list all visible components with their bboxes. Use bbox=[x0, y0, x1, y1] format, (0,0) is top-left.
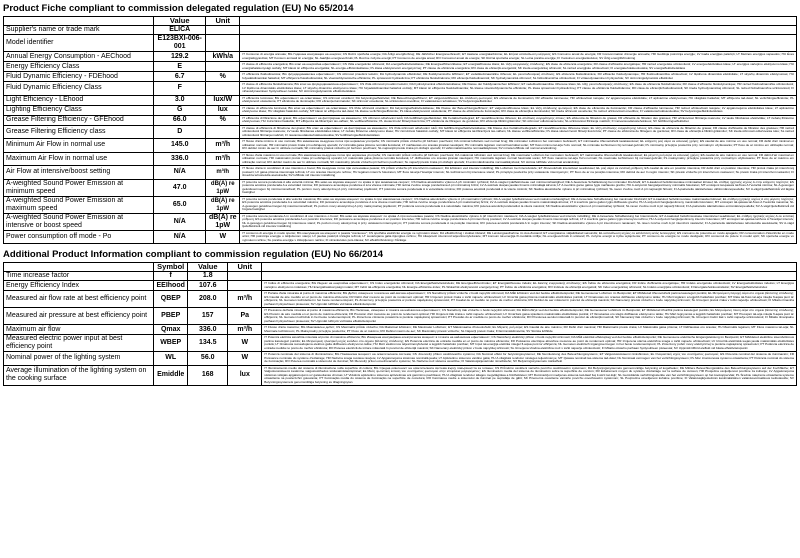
row-unit bbox=[206, 125, 240, 139]
row-symbol: WBEP bbox=[154, 335, 188, 352]
row-unit: m³/h bbox=[206, 166, 240, 180]
row-value: 47.0 bbox=[154, 179, 206, 196]
row-unit: m³/h bbox=[206, 152, 240, 166]
row-note: IT efficienza di filtrazione dei grassi; BG ефективност на филтриране на мазнините; CS účinnost odlučování tuků; DA fedtfiltreringseffektivitet; DE Fettabscheidegrad; ET rasvafiltreerimise tõhusus; EL απόδοση συγκράτησης λίπους; ES eficiencia de filtración de grasas; FR efficacité de filtration des graisses; HR učinkovitost filtriranja masnoće; LV tauku filtrēšanas efektivitāte; LT riebalų filtravimo efektyvumas; HU zsírszűrési hatásfok; MT effiċjenza tal-filtrazzjoni tax-xaħam; NL vetfilterefficiëntie; PL skuteczność filtracji tłuszczów; PT eficiência de filtragem de gorduras; RO eficienţa filtrării grăsimilor; SK účinnosť odlučovania tuku; SL učinkovitost filtriranja maščob; FI rasvansuodatustehokkuus; SV fettfiltreringseffektivitet bbox=[240, 115, 797, 125]
row-label: Grease Filtering Efficiency - GFEhood bbox=[4, 115, 154, 125]
row-value: 336.0 bbox=[188, 325, 228, 335]
row-label: Average illumination of the lighting system on the cooking surface bbox=[4, 365, 154, 386]
row-value: 107.6 bbox=[188, 281, 228, 291]
table-row bbox=[4, 139, 797, 153]
table-row bbox=[4, 166, 797, 180]
row-unit: W bbox=[206, 230, 240, 244]
row-note bbox=[240, 26, 797, 35]
table-row bbox=[4, 365, 797, 386]
row-value: N/A bbox=[154, 230, 206, 244]
table-row bbox=[4, 291, 797, 308]
row-unit bbox=[206, 82, 240, 96]
row-unit: dB(A) re 1pW bbox=[206, 196, 240, 213]
table-row bbox=[4, 213, 797, 230]
table-row bbox=[4, 35, 797, 52]
table-row bbox=[4, 179, 797, 196]
section-2-title: Additional Product Information compliant to commission regulation (EU) No 66/2014 bbox=[3, 249, 384, 260]
row-label: Lighting Efficiency Class bbox=[4, 105, 154, 115]
row-note: IT Pressione dell'aria misurata al punto di massima efficienza; BG Налягане, измерено в точката на най-висока ефективност; CS Naměřený tlak vzduchu v bodě nejvyšší účinnosti; DA Målt lufttryk ved det bedste effektivitetspunkt; DE Gemessener Luftdruck im Bestpunkt; ET Mõõdetud õhurõhk parima kasuteguri punktis; EL Μετρούμενη πίεση αέρα στο σημείο βέλτιστης απόδοσης; ES Presión de aire medida en el punto de máxima eficiencia; FR Pression d'air mesurée au point de rendement optimal; HR Izmjereni tlak zraka u točki najveće učinkovitosti; LV Izmērītais gaisa spiediens maksimālās efektivitātes punktā; LT Išmatuotas oro slėgis didžiausio efektyvumo taške; HU Mért légnyomás a legjobb hatásfokú pontban; MT Pressjoni tal-arja mkejla fl-aqwa punt ta' effiċjenza; NL Gemeten luchtdruk in het beste rendementspunt; PL Zmierzone ciśnienie powietrza w punkcie największej sprawności; PT Pressão do ar medida no ponto de melhor eficiência; RO Presiunea aerului măsurată în punctul de eficienţă maximă; SK Nameraný tlak vzduchu v bode najvyššej účinnosti; SL Izmerjeni zračni tlak v točki največje učinkovitosti; FI Mitattu ilmanpaine parhaan hyötysuhteen pisteessä; SV Uppmätt lufttryck vid bästa effektivitetspunkt bbox=[262, 308, 797, 325]
row-label: Power consumption off mode - Po bbox=[4, 230, 154, 244]
row-label: Fluid Dynamic Efficiency Class bbox=[4, 82, 154, 96]
table-row bbox=[4, 105, 797, 115]
table-header-row bbox=[4, 17, 797, 26]
row-value: F bbox=[154, 82, 206, 96]
row-unit bbox=[206, 26, 240, 35]
row-unit: W bbox=[228, 335, 262, 352]
row-note: IT flusso d'aria in condizioni di uso intensivo o boost; BG въздушен поток при интензивен режим; CS průtok vzduchu při intenzivním nastavení; DA luftstrøm ved intensiv indstilling; DE Luftstrom bei Intensivstufe; ET õhuvooluhulk intensiivsel seadistusel; EL ροή αέρα σε εντατική ρύθμιση; ES caudal de aire en posición intensiva; FR débit d'air en position intensive; HR protok zraka pri intenzivnoj postavci; LV gaisa plūsma intensīvajā režīmā; LT oro srautas intensyviu režimu; HU légáram intenzív fokozaton; MT fluss tal-arja f'issettjar intensiv; NL luchtstroom bij intensieve stand; PL przepływ powietrza przy ustawieniu intensywnym; PT fluxo de ar na posição intensiva; RO debitul de aer în regim intensiv; SK prietok vzduchu pri intenzívnom nastavení; SL pretok zraka pri intenzivni nastavitvi; FI ilmavirta tehostetulla asetuksella; SV luftflöde vid intensiv inställning bbox=[240, 166, 797, 180]
row-note: IT Potenza elettrica assorbita misurata al punto di massima efficienza; BG Измерена консумирана електрическа мощност в точката на най-висока ефективност; CS Naměřený elektrický příkon v bodě nejvyšší účinnosti; DA Målt elektrisk effektoptag ved det bedste effektivitetspunkt; DE Gemessene elektrische Eingangsleistung im Bestpunkt; ET Mõõdetud elektriline sisendvõimsus parima kasuteguri punktis; EL Μετρούμενη ηλεκτρική ισχύς εισόδου στο σημείο βέλτιστης απόδοσης; ES Potencia eléctrica de entrada medida en el punto de máxima eficiencia; FR Puissance électrique absorbée mesurée au point de rendement optimal; HR Izmjerena ulazna električna snaga u točki najveće učinkovitosti; LV Izmērītā elektriskā ieejas jauda maksimālās efektivitātes punktā; LT Išmatuota sunaudojama elektros galia didžiausio efektyvumo taške; HU Mért elektromos teljesítményfelvétel a legjobb hatásfokú pontban; MT Input tal-enerġija elettrika mkejjel fl-aqwa punt ta' effiċjenza; NL Gemeten elektrisch ingangsvermogen in het beste rendementspunt; PL Zmierzony pobór mocy elektrycznej w punkcie największej sprawności; PT Potência eléctrica de entrada medida no ponto de melhor eficiência; RO Puterea electrică de intrare măsurată în punctul de eficienţă maximă; SK Nameraný elektrický príkon v bode najvyššej účinnosti; SL Izmerjena vhodna električna moč v točki največje učinkovitosti; FI Mitattu ottoteho parhaan hyötysuhteen pisteessä; SV Uppmätt tillförd eleffekt vid bästa effektivitetspunkt bbox=[262, 335, 797, 352]
row-symbol: f bbox=[154, 272, 188, 281]
row-value: 66.0 bbox=[154, 115, 206, 125]
row-value: N/A bbox=[154, 213, 206, 230]
row-value: 168 bbox=[188, 365, 228, 386]
row-unit bbox=[228, 281, 262, 291]
row-unit: dB(A) re 1pW bbox=[206, 179, 240, 196]
table-row bbox=[4, 115, 797, 125]
section-1-title: Product Fiche compliant to commission delegated regulation (EU) No 65/2014 bbox=[3, 3, 354, 14]
row-unit: % bbox=[206, 72, 240, 82]
row-note: IT classe di efficienza fluidodinamica; BG клас на флуидодинамична ефективност; CS třída účinnosti proudění tekutin; DA hydrodynamisk effektivitetsklasse; DE Klasse der fluiddynamischen Effizienz; ET vedelikudünaamilise tõhususe klass; EL τάξη ρευστοδυναμικής απόδοσης; ES clase de eficiencia fluidodinámica; FR classe d'efficacité fluidodynamique; HR razred fluidnodinamičke učinkovitosti; LV šķidruma dinamiskās efektivitātes klase; LT skysčių dinaminio efektyvumo klasė; HU folyadékdinamikai hatásfok osztály; MT klassi ta' effiċjenza fluwidudinamika; NL klasse vloeistofdynamische efficiëntie; PL klasa sprawności hydraulicznej; PT classe de eficiência fluidodinâmica; RO clasa de eficienţă fluidodinamică; SK trieda hydrodynamickej účinnosti; SL razred hidrodinamične učinkovitosti; FI virtausdynaamisen hyötysuhteen luokka; SV strömningsdynamisk effektivitetsklass bbox=[240, 82, 797, 96]
row-note: IT Consumo di energia annuale; BG Годишна консумация на енергия; CS Roční spotřeba energie; DA Årligt energiforbrug; DE Jährlicher Energieverbrauch; ET Aastane energiatarbimine; EL Ετήσια κατανάλωση ενέργειας; ES Consumo anual de energía; FR Consommation d'énergie annuelle; HR Godišnja potrošnja energije; LV Gada enerģijas patēriņš; LT Metinės energijos sąnaudos; HU Éves energiafogyasztás; MT Konsum annwali ta' enerġija; NL Jaarlijks energieverbruik; PL Roczne zużycie energii; PT Consumo de energia anual; RO Consumul anual de energie; SK Ročná spotreba energie; SL Letna poraba energije; FI Vuotuinen energiankulutus; SV Årlig energiförbrukning bbox=[240, 52, 797, 62]
row-note: IT Flusso d'aria massimo; BG Максимален дебит; CS Maximální průtok vzduchu; DA Maksimal luftstrøm; DE Maximaler Luftstrom; ET Maksimaalne õhuvooluhulk; EL Μέγιστη ροή αέρα; ES Caudal de aire máximo; FR Débit d'air maximal; HR Maksimalni protok zraka; LV Maksimālā gaisa plūsma; LT Didžiausias oro srautas; HU Maximális légáram; MT Fluss massimu tal-arja; NL Maximale luchtstroom; PL Maksymalny przepływ powietrza; PT Fluxo de ar máximo; RO Debitul maxim de aer; SK Maximálny prietok vzduchu; SL Največji pretok zraka; FI Enimmäisilmavirta; SV Största luftflöde bbox=[262, 325, 797, 335]
row-note: IT potenza sonora ponderata A in condizioni di uso intensivo o boost; BG ниво на звукова мощност по крива A при интензивен режим; CS hladina akustického výkonu A při intenzivním nastavení; DA A-vægtet lydeffektniveau ved intensiv indstilling; DE A-bewertete Schallleistung bei Intensivstufe; ET A-kaalutud helivõimsustase intensiivsel seadistusel; EL στάθμη ηχητικής ισχύος Α σε εντατική ρύθμιση; ES potencia acústica ponderada A en posición intensiva; FR puissance acoustique pondérée A en position intensive; HR razina zvučne snage ponderirana A pri intenzivnoj postavci; LV A-svērtais skaņas jaudas līmenis intensīvajā režīmā; LT A svertinis garso galios lygis intensyviu režimu; HU A-súlyozott hangteljesítmény intenzív fokozaton; MT emissjoni tal-qawwa tal-ħoss A f'issettjar intensiv; NL A-gewogen geluidsvermogen bij intensieve stand; PL poziom mocy akustycznej A przy ustawieniu intensywnym; PT potência sonora ponderada A na posição intensiva; RO puterea acustică ponderată A în regim intensiv; SK hladina akustického výkonu A pri intenzívnom nastavení; SL raven zvočne moči A pri intenzivni nastavitvi; FI A-painotettu äänitehotaso tehostetulla asetuksella; SV A-vägd ljudeffektnivå vid intensiv inställning bbox=[240, 213, 797, 230]
row-label: Grease Filtering Efficiency class bbox=[4, 125, 154, 139]
additional-info-table bbox=[3, 262, 797, 386]
row-label: A-weighted Sound Power Emission at intensive or boost speed bbox=[4, 213, 154, 230]
row-label: Maximum Air Flow in normal use bbox=[4, 152, 154, 166]
row-note bbox=[262, 272, 797, 281]
row-label: Measured air flow rate at best efficiency point bbox=[4, 291, 154, 308]
row-value: 145.0 bbox=[154, 139, 206, 153]
row-label: Time increase factor bbox=[4, 272, 154, 281]
table-header-row bbox=[4, 263, 797, 272]
row-label: Nominal power of the lighting system bbox=[4, 352, 154, 366]
row-label: A-weighted Sound Power Emission at minimum speed bbox=[4, 179, 154, 196]
table-row bbox=[4, 325, 797, 335]
row-unit: kWh/a bbox=[206, 52, 240, 62]
table-row bbox=[4, 272, 797, 281]
table-row bbox=[4, 352, 797, 366]
row-unit: Pa bbox=[228, 308, 262, 325]
row-note: IT flusso d'aria minimo in uso normale; BG минимален въздушен поток при нормална употреба; CS minimální průtok vzduchu při běžném používání; DA minimal luftstrøm ved normal brug; DE minimaler Luftstrom bei normalem Gebrauch; ET minimaalne õhuvooluhulk tavakasutusel; EL ελάχιστη ροή αέρα σε κανονική χρήση; ES caudal de aire mínimo en uso normal; FR débit d'air minimal en utilisation normale; HR minimalni protok zraka pri uobičajenoj uporabi; LV minimālā gaisa plūsma normālā lietošanā; LT mažiausias oro srautas įprastai naudojant; HU minimális légáram normál használat során; MT fluss minimu tal-arja f'użu normali; NL minimale luchtstroom bij normaal gebruik; PL minimalny przepływ powietrza przy normalnym użytkowaniu; PT fluxo de ar mínimo em utilização normal; RO debitul minim de aer în utilizare normală; SK minimálny prietok vzduchu pri bežnom používaní; SL najmanjši pretok zraka pri običajni uporabi; FI vähimmäisilmavirta normaalikäytössä; SV minsta luftflöde vid normal användning bbox=[240, 139, 797, 153]
row-value: 157 bbox=[188, 308, 228, 325]
row-note: IT efficienza fluidodinamica; BG флуидодинамична ефективност; CS účinnost proudění tekutin; DA hydrodynamisk effektivitet; DE fluiddynamische Effizienz; ET vedelikudünaamiline tõhusus; EL ρευστοδυναμική απόδοση; ES eficiencia fluidodinámica; FR efficacité fluidodynamique; HR fluidnodinamička učinkovitost; LV šķidruma dinamiskā efektivitāte; LT skysčių dinaminis efektyvumas; HU folyadékdinamikai hatásfok; MT effiċjenza fluwidudinamika; NL vloeistofdynamische efficiëntie; PL sprawność hydrauliczna; PT eficiência fluidodinâmica; RO eficienţa fluidodinamică; SK hydrodynamická účinnosť; SL hidrodinamična učinkovitost; FI virtausdynaaminen hyötysuhde; SV strömningsdynamisk effektivitet bbox=[240, 72, 797, 82]
row-label: Light Efficiency - LEhood bbox=[4, 95, 154, 105]
row-label: Model identifier bbox=[4, 35, 154, 52]
table-row bbox=[4, 335, 797, 352]
row-note: IT potenza sonora ponderata A alla velocità minima; BG ниво на звукова мощност по крива A при минимална скорост; CS hladina akustického výkonu A při minimální rychlosti; DA A-vægtet lydeffektniveau ved minimumshastighed; DE A-bewertete Schallleistung bei minimaler Drehzahl; ET A-kaalutud helivõimsustase minimaalsel kiirusel; EL στάθμη ηχητικής ισχύος Α στην ελάχιστη ταχύτητα; ES potencia acústica ponderada A a velocidad mínima; FR puissance acoustique pondérée A à la vitesse minimale; HR razina zvučne snage ponderirana A pri minimalnoj brzini; LV A-svērtais skaņas jaudas līmenis minimālajā ātrumā; LT A svertinis garso galios lygis mažiausiu greičiu; HU A-súlyozott hangteljesítmény minimális fokozaton; MT emissjoni tal-qawwa tal-ħoss A f'veloċità minima; NL A-gewogen geluidsvermogen bij minimumsnelheid; PL poziom mocy akustycznej A przy minimalnej prędkości; PT potência sonora ponderada A à velocidade mínima; RO puterea acustică ponderată A la viteza minimă; SK hladina akustického výkonu A pri minimálnej rýchlosti; SL raven zvočne moči A pri najmanjši hitrosti; FI A-painotettu äänitehotaso vähimmäisnopeudella; SV A-vägd ljudeffektnivå vid lägsta hastighet bbox=[240, 179, 797, 196]
table-row bbox=[4, 196, 797, 213]
row-note: IT Potenza nominale del sistema di illuminazione; BG Номинална мощност на осветителната система; CS Jmenovitý příkon osvětlovacího systému; DA Nominel effekt for belysningssystemet; DE Nennleistung des Beleuchtungssystems; ET Valgustussüsteemi nimivõimsus; EL Ονομαστική ισχύς του συστήματος φωτισμού; ES Potencia nominal del sistema de iluminación; FR Puissance nominale du système d'éclairage; HR Nazivna snaga sustava rasvjete; LV Apgaismojuma sistēmas nominālā jauda; LT Apšvietimo sistemos vardinė galia; HU A világítási rendszer névleges teljesítménye; MT Qawwa nominali tas-sistema tad-dawl; NL Nominaal vermogen van het verlichtingssysteem; PL Moc znamionowa systemu oświetlenia; PT Potência nominal do sistema de iluminação; RO Puterea nominală a sistemului de iluminat; SK Menovitý príkon osvetľovacieho systému; SL Nazivna moč sistema osvetlitve; FI Valaistusjärjestelmän nimellisteho; SV Belysningssystemets märkeffekt bbox=[262, 352, 797, 366]
row-value: E bbox=[154, 62, 206, 72]
header-note bbox=[240, 17, 797, 26]
table-row bbox=[4, 230, 797, 244]
row-value: E123BXI-006-001 bbox=[154, 35, 206, 52]
row-unit: % bbox=[206, 115, 240, 125]
header-value: Value bbox=[188, 263, 228, 272]
row-value: 336.0 bbox=[154, 152, 206, 166]
row-unit: m³/h bbox=[228, 291, 262, 308]
row-label: Energy Efficiency Index bbox=[4, 281, 154, 291]
row-label: Minimum Air Flow in normal use bbox=[4, 139, 154, 153]
row-note: IT potenza sonora ponderata A alla velocità massima; BG ниво на звукова мощност по крива A при максимална скорост; CS hladina akustického výkonu A při maximální rychlosti; DA A-vægtet lydeffektniveau ved maksimumshastighed; DE A-bewertete Schallleistung bei maximaler Drehzahl; ET A-kaalutud helivõimsustase maksimaalsel kiirusel; EL στάθμη ηχητικής ισχύος Α στη μέγιστη ταχύτητα; ES potencia acústica ponderada A a velocidad máxima; FR puissance acoustique pondérée A à la vitesse maximale; HR razina zvučne snage ponderirana A pri maksimalnoj brzini; LV A-svērtais skaņas jaudas līmenis maksimālajā ātrumā; LT A svertinis garso galios lygis didžiausiu greičiu; HU A-súlyozott hangteljesítmény maximális fokozaton; MT emissjoni tal-qawwa tal-ħoss A f'veloċità massima; NL A-gewogen geluidsvermogen bij maximumsnelheid; PL poziom mocy akustycznej A przy maksymalnej prędkości; PT potência sonora ponderada A à velocidade máxima; RO puterea acustică ponderată A la viteza maximă; SK hladina akustického výkonu A pri maximálnej rýchlosti; SL raven zvočne moči A pri največji hitrosti; FI A-painotettu äänitehotaso enimmäisnopeudella; SV A-vägd ljudeffektnivå vid högsta hastighet bbox=[240, 196, 797, 213]
row-note bbox=[240, 35, 797, 52]
table-row bbox=[4, 26, 797, 35]
product-fiche-table-body bbox=[4, 17, 797, 244]
row-unit: lux bbox=[206, 105, 240, 115]
row-symbol: QBEP bbox=[154, 291, 188, 308]
row-value: 134.5 bbox=[188, 335, 228, 352]
table-row bbox=[4, 52, 797, 62]
row-symbol: EEIhood bbox=[154, 281, 188, 291]
table-row bbox=[4, 281, 797, 291]
row-value: 1.8 bbox=[188, 272, 228, 281]
row-label: Measured electric power input at best efficiency point bbox=[4, 335, 154, 352]
row-unit bbox=[206, 35, 240, 52]
row-value: 6.7 bbox=[154, 72, 206, 82]
row-note: IT flusso d'aria massimo in uso normale; BG максимален въздушен поток при нормална употреба; CS maximální průtok vzduchu při běžném používání; DA maksimal luftstrøm ved normal brug; DE maximaler Luftstrom bei normalem Gebrauch; ET maksimaalne õhuvooluhulk tavakasutusel; EL μέγιστη ροή αέρα σε κανονική χρήση; ES caudal de aire máximo en uso normal; FR débit d'air maximal en utilisation normale; HR maksimalni protok zraka pri uobičajenoj uporabi; LV maksimālā gaisa plūsma normālā lietošanā; LT didžiausias oro srautas įprastai naudojant; HU maximális légáram normál használat során; MT fluss massimu tal-arja f'użu normali; NL maximale luchtstroom bij normaal gebruik; PL maksymalny przepływ powietrza przy normalnym użytkowaniu; PT fluxo de ar máximo em utilização normal; RO debitul maxim de aer în utilizare normală; SK maximálny prietok vzduchu pri bežnom používaní; SL največji pretok zraka pri običajni uporabi; FI enimmäisilmavirta normaalikäytössä; SV största luftflöde vid normal användning bbox=[240, 152, 797, 166]
header-label bbox=[4, 263, 154, 272]
row-value: 208.0 bbox=[188, 291, 228, 308]
row-unit: m³/h bbox=[228, 325, 262, 335]
row-label: Measured air pressure at best efficiency point bbox=[4, 308, 154, 325]
table-row bbox=[4, 152, 797, 166]
table-row bbox=[4, 95, 797, 105]
row-note: IT Illuminamento medio del sistema di illuminazione sulla superficie di cottura; BG Средна осветеност на осветителната система върху повърхността за готвене; CS Průměrné osvětlení varného povrchu osvětlovacím systémem; DA Belysningssystemets gennemsnitlige belysning af kogefladen; DE Mittlere Beleuchtungsstärke des Beleuchtungssystems auf der Kochfläche; ET Valgustussüsteemi keskmine valgustustihedus toiduvalmistamispinnal; EL Μέση φωτιστική ένταση του συστήματος φωτισμού στην επιφάνεια μαγειρέματος; ES Iluminación media del sistema de iluminación sobre la superficie de cocción; FR Éclairement moyen du système d'éclairage sur la surface de cuisson; HR Prosječna osvijetljenost površine za kuhanje; LV Apgaismojuma sistēmas vidējais apgaismojums uz gatavošanas virsmas; LT Vidutinis apšvietimo sistemos apšvietimas ant gaminimo paviršiaus; HU A világítási rendszer átlagos megvilágítása a főzőfelületen; MT Illuminazzjoni medja tas-sistema tad-dawl fuq il-wiċċ tat-tisjir; NL Gemiddelde verlichtingssterkte van het verlichtingssysteem op het kookoppervlak; PL Średnie natężenie oświetlenia systemu oświetlenia na powierzchni gotowania; PT Iluminação média do sistema de iluminação na superfície de cozedura; RO Iluminarea medie a sistemului de iluminat pe suprafaţa de gătit; SK Priemerné osvetlenie varného povrchu osvetľovacím systémom; SL Povprečna osvetljenost kuhalne površine; FI Valaistusjärjestelmän keskimääräinen valaistusvoimakkuus keittotasolla; SV Belysningssystemets genomsnittliga belysning av tillagningsytan bbox=[262, 365, 797, 386]
row-value: N/A bbox=[154, 166, 206, 180]
row-note: IT Portata d'aria misurata al punto di massima efficienza; BG Дебит, измерен в точката на най-висока ефективност; CS Naměřený průtok vzduchu v bodě nejvyšší účinnosti; DA Målt luftstrøm ved det bedste effektivitetspunkt; DE Gemessener Luftstrom im Bestpunkt; ET Mõõdetud õhuvooluhulk parima kasuteguri punktis; EL Μετρούμενη παροχή αέρα στο σημείο βέλτιστης απόδοσης; ES Caudal de aire medido en el punto de máxima eficiencia; FR Débit d'air mesuré au point de rendement optimal; HR Izmjereni protok zraka u točki najveće učinkovitosti; LV Izmērītā gaisa plūsma maksimālās efektivitātes punktā; LT Išmatuotas oro srautas didžiausio efektyvumo taške; HU Mért légáram a legjobb hatásfokú pontban; MT Rata tal-fluss tal-arja mkejla fl-aqwa punt ta' effiċjenza; NL Gemeten luchtdebiet in het beste rendementspunt; PL Zmierzony przepływ powietrza w punkcie największej sprawności; PT Caudal de ar medido no ponto de melhor eficiência; RO Debitul de aer măsurat în punctul de eficienţă maximă; SK Nameraný prietok vzduchu v bode najvyššej účinnosti; SL Izmerjeni pretok zraka v točki največje učinkovitosti; FI Mitattu ilmavirta parhaan hyötysuhteen pisteessä; SV Uppmätt luftflöde vid bästa effektivitetspunkt bbox=[262, 291, 797, 308]
table-row bbox=[4, 308, 797, 325]
row-symbol: Qmax bbox=[154, 325, 188, 335]
row-unit bbox=[228, 272, 262, 281]
row-unit bbox=[206, 62, 240, 72]
row-unit: m³/h bbox=[206, 139, 240, 153]
row-label: Air Flow at intensive/boost setting bbox=[4, 166, 154, 180]
row-unit: W bbox=[228, 352, 262, 366]
row-label: A-weighted Sound Power Emission at maximum speed bbox=[4, 196, 154, 213]
row-label: Energy Efficiency Class bbox=[4, 62, 154, 72]
row-symbol: Emiddle bbox=[154, 365, 188, 386]
header-label bbox=[4, 17, 154, 26]
row-value: ELICA bbox=[154, 26, 206, 35]
header-note bbox=[262, 263, 797, 272]
row-note: IT classe di efficienza luminosa; BG клас на ефективност на осветяване; CS třída účinnosti osvětlení; DA belysningseffektivitetsklasse; DE Klasse der Beleuchtungseffizienz; ET valgustustõhususe klass; EL τάξη απόδοσης φωτισμού; ES clase de eficiencia de iluminación; FR classe d'efficacité lumineuse; HR razred učinkovitosti rasvjete; LV apgaismojuma efektivitātes klase; LT apšvietimo efektyvumo klasė; HU világítási hatásfok osztály; MT klassi ta' effiċjenza tad-dawl; NL klasse verlichtingsefficiëntie; PL klasa efektywności oświetlenia; PT classe de eficiência de iluminação; RO clasa de eficienţă a iluminatului; SK trieda účinnosti osvetlenia; SL razred učinkovitosti osvetlitve; FI valaistustehokkuusluokka; SV belysningseffektivitetsklass bbox=[240, 105, 797, 115]
row-symbol: PBEP bbox=[154, 308, 188, 325]
row-note: IT classe di efficienza energetica; BG клас на енергийна ефективност; CS třída energetické účinnosti; DA energieffektivitetsklasse; DE Energieeffizienzklasse; ET energiatõhususe klass; EL τάξη ενεργειακής απόδοσης; ES clase de eficiencia energética; FR classe d'efficacité énergétique; HR razred energetske učinkovitosti; LV energoefektivitātes klase; LT energijos vartojimo efektyvumo klasė; HU energiahatékonysági osztály; MT klassi ta' effiċjenza enerġetika; NL energie-efficiëntieklasse; PL klasa efektywności energetycznej; PT classe de eficiência energética; RO clasa de eficienţă energetică; SK trieda energetickej účinnosti; SL razred energijske učinkovitosti; FI energiatehokkuusluokka; SV energieffektivitetsklass bbox=[240, 62, 797, 72]
row-label: Fluid Dynamic Efficiency - FDEhood bbox=[4, 72, 154, 82]
row-unit: lux bbox=[228, 365, 262, 386]
row-value: 56.0 bbox=[188, 352, 228, 366]
header-unit: Unit bbox=[206, 17, 240, 26]
row-unit: lux/W bbox=[206, 95, 240, 105]
header-unit: Unit bbox=[228, 263, 262, 272]
row-label: Supplier's name or trade mark bbox=[4, 26, 154, 35]
table-row bbox=[4, 72, 797, 82]
table-row bbox=[4, 62, 797, 72]
row-note: IT classe di efficienza di filtrazione dei grassi; BG клас на ефективност на филтриране на мазнините; CS třída účinnosti odlučování tuků; DA fedtfiltreringseffektivitetsklasse; DE Klasse des Fettabscheidegrads; ET rasvafiltreerimise tõhususe klass; EL τάξη απόδοσης συγκράτησης λίπους; ES clase de eficiencia de filtración de grasas; FR classe d'efficacité de filtration des graisses; HR razred učinkovitosti filtriranja masnoće; LV tauku filtrēšanas efektivitātes klase; LT riebalų filtravimo efektyvumo klasė; HU zsírszűrési hatásfok osztály; MT klassi ta' effiċjenza tal-filtrazzjoni tax-xaħam; NL klasse vetfilterefficiëntie; PL klasa skuteczności filtracji tłuszczów; PT classe de eficiência de filtragem de gorduras; RO clasa de eficienţă a filtrării grăsimilor; SK trieda účinnosti odlučovania tuku; SL razred učinkovitosti filtriranja maščob; FI rasvansuodatustehokkuusluokka; SV fettfiltreringseffektivitetsklass bbox=[240, 125, 797, 139]
row-note: IT Indice di efficienza energetica; BG Индекс на енергийна ефективност; CS Index energetické účinnosti; DA Energieffektivitetsindeks; DE Energieeffizienzindex; ET Energiatõhususe indeks; EL Δείκτης ενεργειακής απόδοσης; ES Índice de eficiencia energética; FR Indice d'efficacité énergétique; HR Indeks energetske učinkovitosti; LV Energoefektivitātes indekss; LT Energijos vartojimo efektyvumo indeksas; HU Energiahatékonysági mutató; MT Indiċi tal-effiċjenza enerġetika; NL Energie-efficiëntie-index; PL Wskaźnik efektywności energetycznej; PT Índice de eficiência energética; RO Indicele de eficienţă energetică; SK Index energetickej účinnosti; SL Indeks energijske učinkovitosti; FI Energiatehokkuusindeksi; SV Energieffektivitetsindex bbox=[262, 281, 797, 291]
row-value: D bbox=[154, 125, 206, 139]
row-symbol: WL bbox=[154, 352, 188, 366]
row-label: Annual Energy Consumption - AEChood bbox=[4, 52, 154, 62]
row-value: 3.0 bbox=[154, 95, 206, 105]
row-value: 129.2 bbox=[154, 52, 206, 62]
row-note: IT efficienza luminosa; BG ефективност на осветяване; CS účinnost osvětlení; DA belysningseffektivitet; DE Beleuchtungseffizienz; ET valgustustõhusus; EL απόδοση φωτισμού; ES eficiencia de iluminación; FR efficacité lumineuse; HR učinkovitost rasvjete; LV apgaismojuma efektivitāte; LT apšvietimo efektyvumas; HU világítási hatásfok; MT effiċjenza tad-dawl; NL verlichtingsefficiëntie; PL efektywność oświetlenia; PT eficiência de iluminação; RO eficienţa iluminatului; SK účinnosť osvetlenia; SL učinkovitost osvetlitve; FI valaistuksen tehokkuus; SV belysningseffektivitet bbox=[240, 95, 797, 105]
table-row bbox=[4, 82, 797, 96]
row-value: G bbox=[154, 105, 206, 115]
header-value: Value bbox=[154, 17, 206, 26]
additional-info-table-body bbox=[4, 263, 797, 386]
section-divider bbox=[3, 244, 797, 248]
row-unit: dB(A) re 1pW bbox=[206, 213, 240, 230]
product-fiche-table bbox=[3, 16, 797, 244]
row-value: 65.0 bbox=[154, 196, 206, 213]
row-label: Maximum air flow bbox=[4, 325, 154, 335]
header-symbol: Symbol bbox=[154, 263, 188, 272]
row-note: IT consumo di energia in modo spento; BG консумация на мощност в режим "изключен"; CS spotřeba elektrické energie ve vypnutém stavu; DA effektforbrug i slukket tilstand; DE Leistungsaufnahme im Aus-Zustand; ET energiatarve väljalülitatud seisundis; EL κατανάλωση ισχύος σε κατάσταση εκτός λειτουργίας; ES consumo de potencia en modo apagado; FR consommation d'électricité en mode arrêt; HR potrošnja energije u isključenom stanju; LV jaudas patēriņš izslēgtā režīmā; LT suvartojama galia išjungties režimu; HU kikapcsolt üzemmód teljesítményfelvétele; MT konsum tal-enerġija fil-modalità mitfija; NL energieverbruik in uitstand; PL zużycie energii w trybie wyłączenia; PT consumo de energia no modo desligado; RO consumul de putere în modul oprit; SK spotreba energie vo vypnutom režime; SL poraba energije v izklopljenem načinu; FI virrankulutus pois-tilassa; SV effektförbrukning i frånläge bbox=[240, 230, 797, 244]
table-row bbox=[4, 125, 797, 139]
